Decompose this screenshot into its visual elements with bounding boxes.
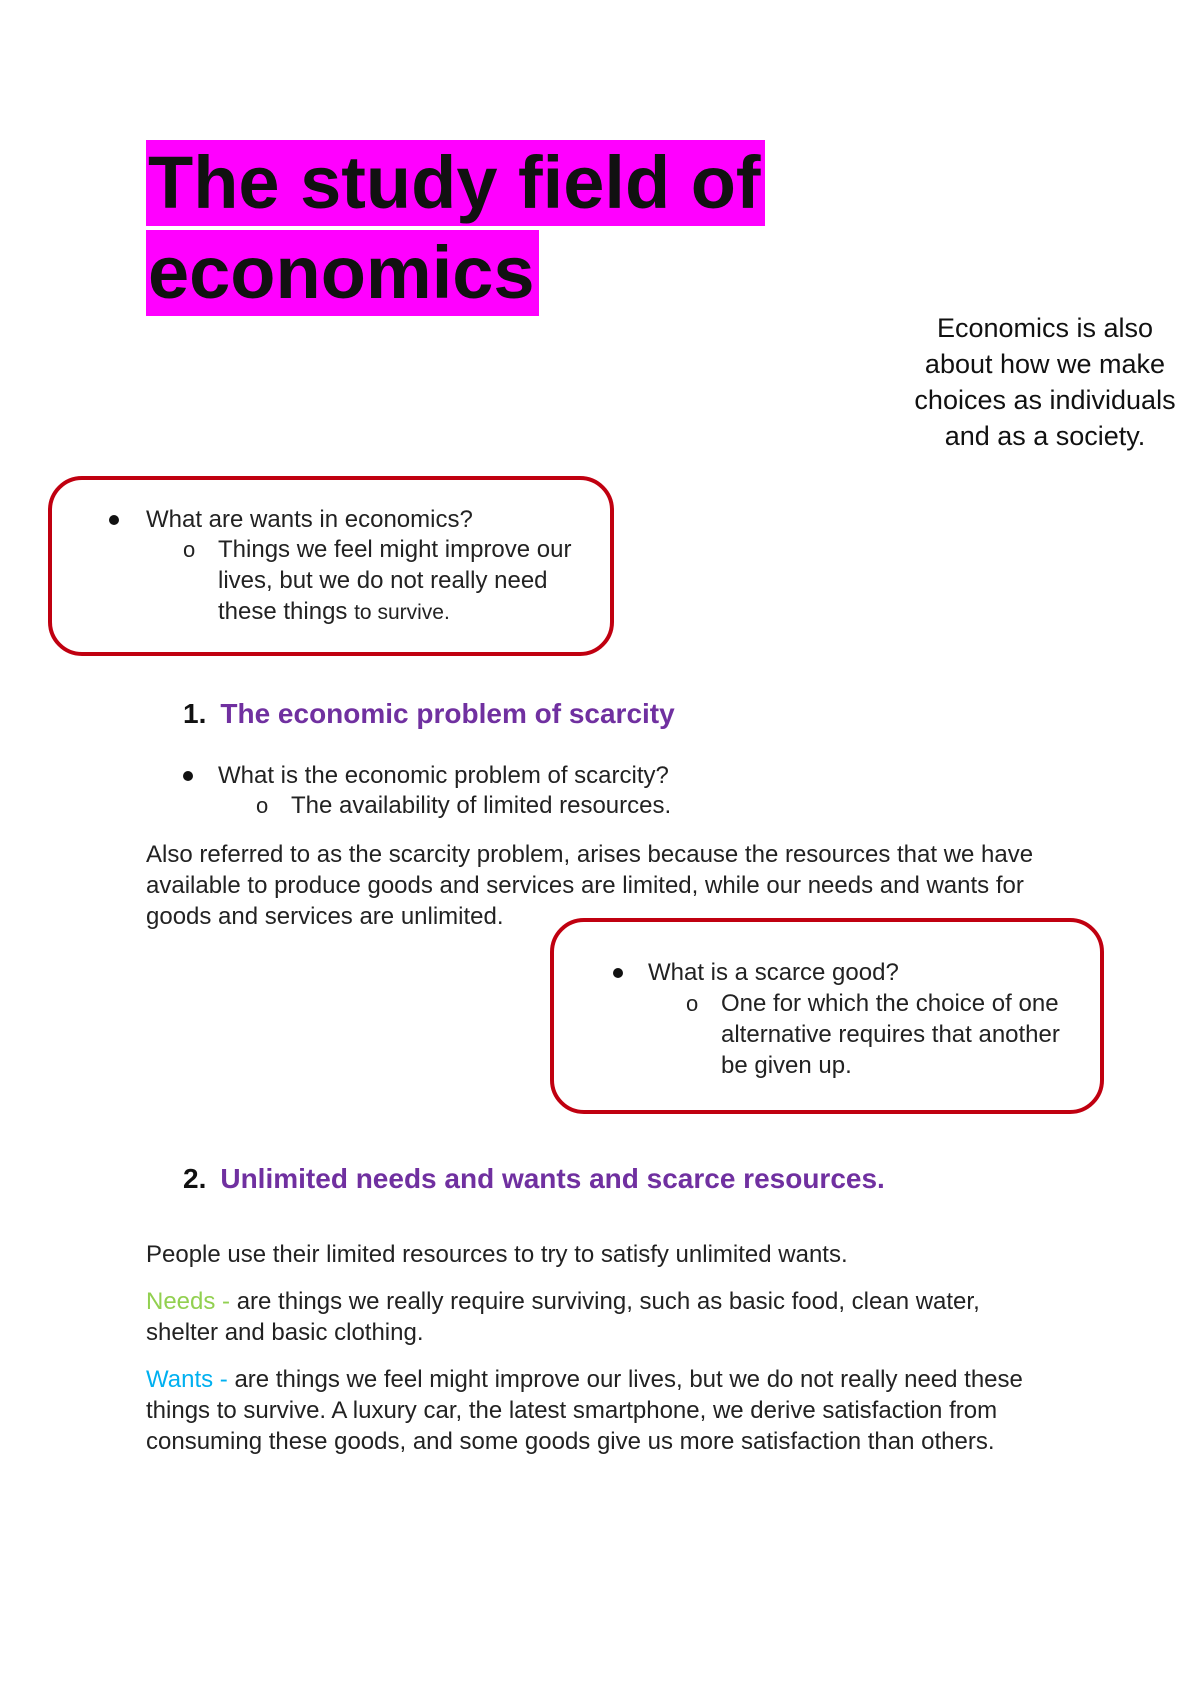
title-line-2: economics: [146, 230, 539, 316]
wants-answer-text: these things: [218, 598, 355, 625]
page-title: [146, 140, 786, 320]
side-note-line: choices as individuals: [914, 385, 1176, 415]
paragraph-line: available to produce goods and services are limited, while our needs and wants for: [146, 872, 1024, 899]
sub-bullet-icon: o: [256, 793, 269, 818]
needs-label: Needs -: [146, 1288, 237, 1315]
wants-line: consuming these goods, and some goods give us more satisfaction than others.: [146, 1428, 995, 1455]
side-note-line: Economics is also: [936, 313, 1154, 343]
scarcity-question: What is the economic problem of scarcity?: [218, 762, 669, 789]
scarce-good-answer: [721, 988, 1060, 1081]
side-note-line: and as a society.: [944, 421, 1146, 451]
needs-definition: [146, 1286, 980, 1348]
sub-bullet-icon: o: [686, 991, 699, 1016]
wants-text: are things we feel might improve our lives, but we do not really need these: [234, 1366, 1023, 1393]
wants-answer: [218, 534, 571, 628]
wants-line: things to survive. A luxury car, the latest smartphone, we derive satisfaction from: [146, 1397, 998, 1424]
needs-line: [146, 1286, 980, 1317]
wants-answer-emphasis: to survive.: [354, 601, 450, 624]
wants-line: [146, 1364, 1023, 1395]
wants-question: What are wants in economics?: [146, 506, 473, 533]
wants-answer-line: Things we feel might improve our: [218, 536, 572, 563]
sub-bullet-icon: o: [183, 537, 196, 562]
section-number: 2.: [183, 1163, 207, 1194]
bullet-icon: [109, 515, 119, 525]
section-2-heading: [183, 1161, 885, 1197]
paragraph-line: Also referred to as the scarcity problem, arises because the resources that we have: [146, 841, 1034, 868]
scarcity-answer: The availability of limited resources.: [291, 792, 672, 819]
bullet-icon: [183, 771, 193, 781]
section-title: Unlimited needs and wants and scarce resources.: [220, 1163, 885, 1194]
section-title: The economic problem of scarcity: [220, 698, 675, 729]
title-line-1: The study field of: [146, 140, 765, 226]
scarce-good-answer-line: alternative requires that another: [721, 1021, 1060, 1048]
scarce-good-answer-line: be given up.: [721, 1052, 852, 1079]
wants-label: Wants -: [146, 1366, 235, 1393]
paragraph-line: goods and services are unlimited.: [146, 903, 504, 930]
needs-text: are things we really require surviving, such as basic food, clean water,: [236, 1288, 980, 1315]
section-number: 1.: [183, 698, 207, 729]
needs-line: shelter and basic clothing.: [146, 1319, 424, 1346]
scarce-good-question: What is a scarce good?: [648, 959, 899, 986]
scarce-good-answer-line: One for which the choice of one: [721, 990, 1059, 1017]
wants-answer-line: [218, 596, 571, 628]
wants-definition: [146, 1364, 1023, 1457]
bullet-icon: [613, 968, 623, 978]
side-note-line: about how we make: [924, 349, 1166, 379]
side-note: [900, 310, 1190, 454]
section-2-intro: People use their limited resources to try to satisfy unlimited wants.: [146, 1241, 848, 1268]
section-1-heading: [183, 696, 675, 732]
wants-answer-line: lives, but we do not really need: [218, 567, 548, 594]
